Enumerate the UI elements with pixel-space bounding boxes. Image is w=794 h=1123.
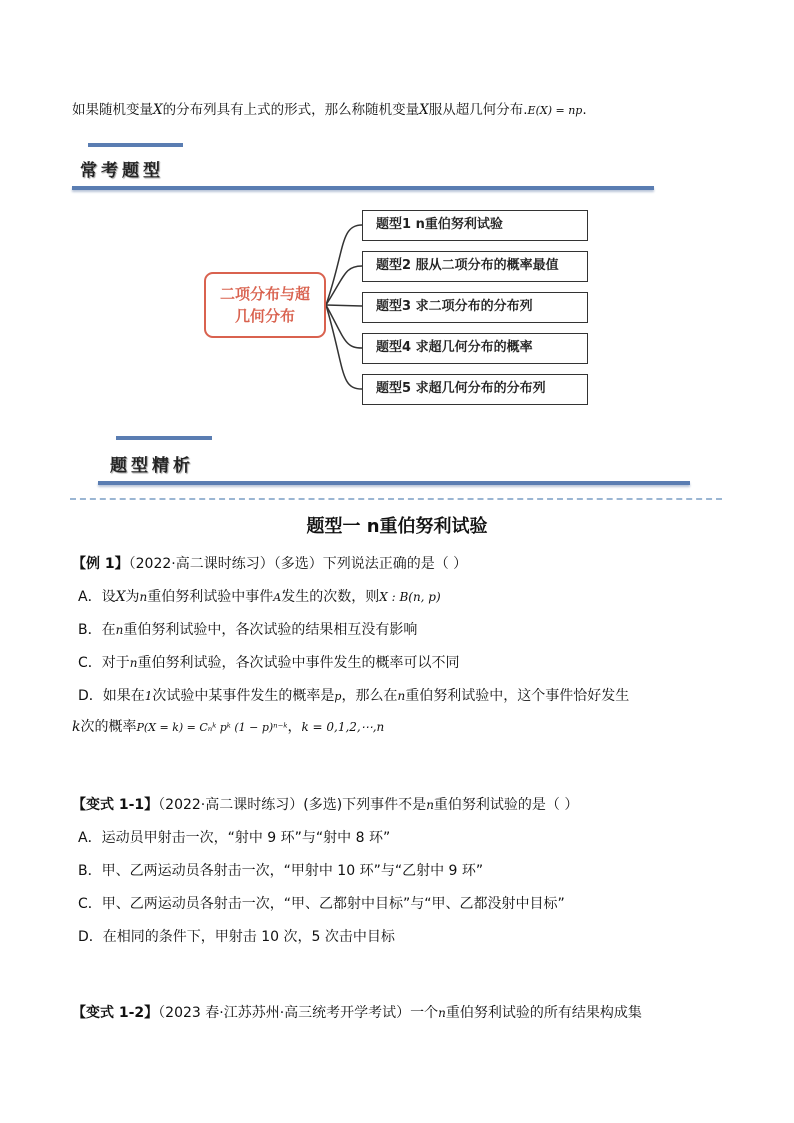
example-1-option-b <box>78 620 417 640</box>
var-x: X <box>153 102 163 118</box>
example-1-option-a <box>78 587 441 608</box>
topic-box-3: 题型3 求二项分布的分布列 <box>362 292 588 323</box>
example-1-stem <box>72 554 467 574</box>
option-text: A．设 <box>78 589 116 605</box>
var-n: n <box>426 798 434 812</box>
variant-1-1-option-c: C．甲、乙两运动员各射击一次，“甲、乙都射中目标”与“甲、乙都没射中目标” <box>78 896 565 912</box>
topic-heading: 题型一 n重伯努利试验 <box>306 516 488 537</box>
option-text: 次的概率 <box>80 719 137 735</box>
var-n: n <box>397 689 406 703</box>
topic-box-2: 题型2 服从二项分布的概率最值 <box>362 251 588 282</box>
variant-source: 重伯努利试验的所有结果构成集 <box>445 1005 642 1021</box>
option-text: 重伯努利试验中，各次试验的结果相互没有影响 <box>123 622 418 638</box>
intro-period: . <box>582 102 587 118</box>
mindmap-root <box>204 272 326 338</box>
option-text: ，那么在 <box>341 688 398 704</box>
topic-box-1: 题型1 n重伯努利试验 <box>362 210 588 241</box>
variant-1-2-stem <box>72 1003 642 1023</box>
var-n: n <box>129 656 138 670</box>
root-label-line1: 二项分布与超 <box>219 285 310 303</box>
var-n: n <box>139 590 148 604</box>
option-text: D．如果在 <box>78 688 145 704</box>
root-label-line2: 几何分布 <box>234 307 295 325</box>
var-x: X <box>115 589 126 605</box>
topic-box-4: 题型4 求超几何分布的概率 <box>362 333 588 364</box>
expectation-formula: E(X) = np <box>527 104 583 117</box>
example-1-option-d <box>78 686 629 707</box>
option-text: C．对于 <box>78 655 130 671</box>
intro-text: 服从超几何分布. <box>428 102 528 118</box>
variant-1-1-stem <box>72 795 578 815</box>
section-title-common: 常考题型 <box>80 161 164 181</box>
variant-source: （2023 春·江苏苏州·高三统考开学考试）一个 <box>158 1005 439 1021</box>
probability-formula: P(X = k) = Cₙᵏ pᵏ (1 − p)ⁿ⁻ᵏ <box>136 721 288 734</box>
k-range: k = 0,1,2,⋯,n <box>301 720 385 734</box>
variant-label: 【变式 1-2】 <box>72 1005 159 1021</box>
option-text: B．在 <box>78 622 116 638</box>
option-text: 重伯努利试验中，这个事件恰好发生 <box>405 688 630 704</box>
section-accent-bar <box>116 436 212 440</box>
number-one: 1 <box>144 689 153 703</box>
var-x: X <box>419 102 429 118</box>
var-n: n <box>438 1006 446 1020</box>
variant-1-1-option-a: A．运动员甲射击一次，“射中 9 环”与“射中 8 环” <box>78 830 391 846</box>
example-1-option-c <box>78 653 460 673</box>
intro-text: 的分布列具有上式的形式，那么称随机变量 <box>162 102 420 118</box>
variant-1-1-option-b: B．甲、乙两运动员各射击一次，“甲射中 10 环”与“乙射中 9 环” <box>78 863 484 879</box>
binomial-formula: X : B(n, p) <box>379 590 441 604</box>
variant-source: 重伯努利试验的是（ ） <box>433 797 579 813</box>
topic-box-5: 题型5 求超几何分布的分布列 <box>362 374 588 405</box>
example-label: 【例 1】 <box>72 556 129 572</box>
option-text: 重伯努利试验，各次试验中事件发生的概率可以不同 <box>137 655 460 671</box>
var-n: n <box>115 623 124 637</box>
connector-1 <box>326 225 362 305</box>
var-k: k <box>72 719 81 735</box>
intro-text: 如果随机变量 <box>72 102 153 118</box>
example-1-option-d-cont <box>72 717 384 738</box>
option-text: 次试验中某事件发生的概率是 <box>152 688 335 704</box>
dashed-separator <box>70 498 722 500</box>
var-p: p <box>334 690 342 703</box>
option-text: 为 <box>125 589 140 605</box>
var-a: A <box>273 591 282 604</box>
section-underline-bar <box>98 481 690 485</box>
section-title-analysis: 题型精析 <box>110 456 194 476</box>
variant-1-1-option-d: D．在相同的条件下，甲射击 10 次，5 次击中目标 <box>78 929 395 945</box>
option-text: 发生的次数，则 <box>281 589 380 605</box>
variant-label: 【变式 1-1】 <box>72 797 159 813</box>
option-text: ， <box>287 719 302 735</box>
example-source: （2022·高二课时练习）（多选）下列说法正确的是（ ） <box>128 556 468 572</box>
connector-3 <box>326 305 362 306</box>
variant-source: （2022·高二课时练习）(多选)下列事件不是 <box>158 797 427 813</box>
option-text: 重伯努利试验中事件 <box>147 589 274 605</box>
